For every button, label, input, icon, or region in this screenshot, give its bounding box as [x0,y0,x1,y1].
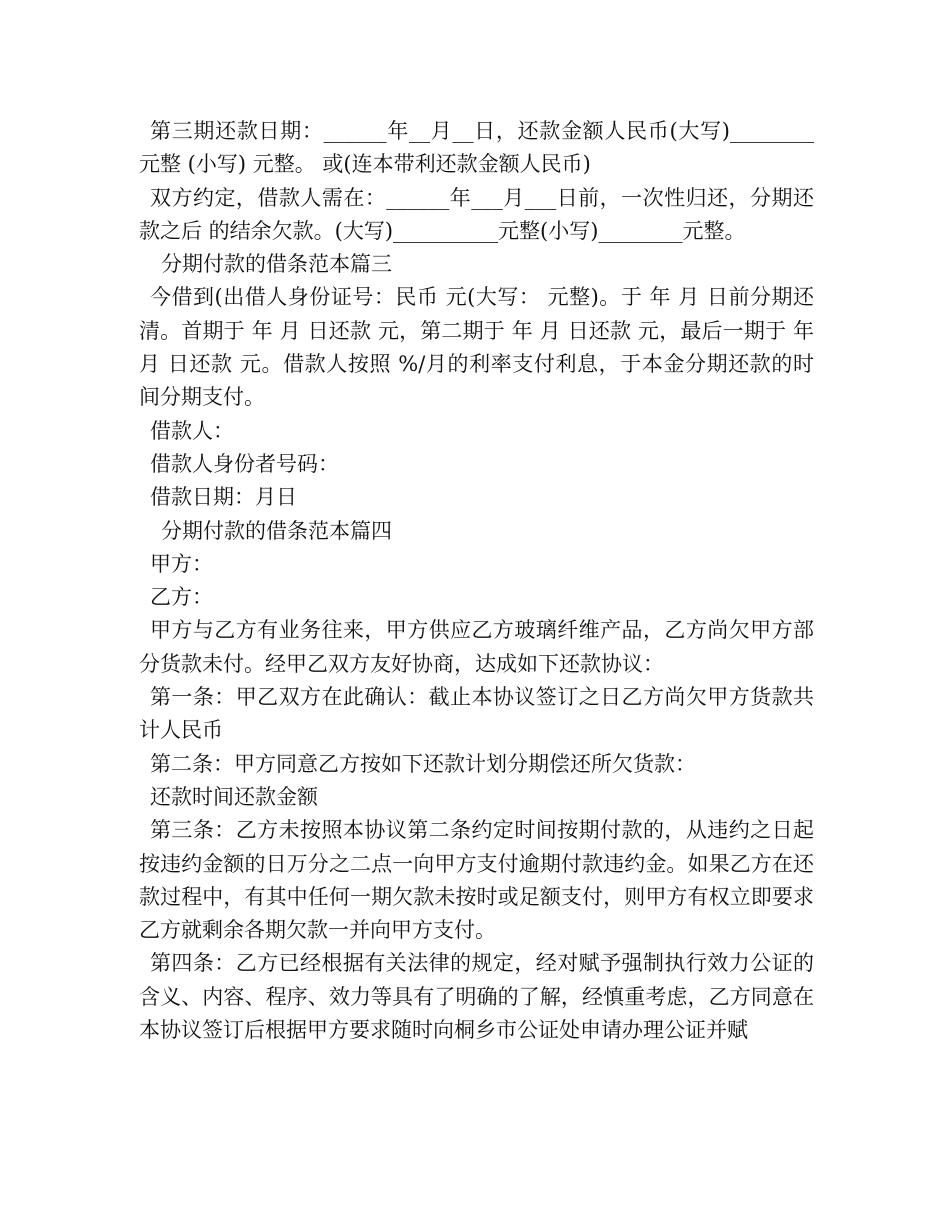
clause-three: 第三条：乙方未按照本协议第二条约定时间按期付款的，从违约之日起按违约金额的日万分之二点一向甲方支付逾期付款违约金。如果乙方在还款过程中，有其中任何一期欠款未按时或足额支付，则甲方有权立即要求乙方就剩余各期欠款一并向甲方支付。 [139,818,814,943]
field-party-b: 乙方： [150,585,213,610]
paragraph-lump-sum-agreement: 双方约定，借款人需在：______年___月___日前，一次性归还，分期还款之后 的结余欠款。(大写)__________元整(小写)________元整。 [139,185,814,243]
field-loan-date: 借款日期：月日 [150,485,297,510]
clause-four: 第四条：乙方已经根据有关法律的规定，经对赋予强制执行效力公证的含义、内容、程序、效力等具有了明确的了解，经慎重考虑，乙方同意在本协议签订后根据甲方要求随时向桐乡市公证处申请办理公证并赋 [139,951,814,1043]
document-body [139,115,814,1047]
repayment-table-header: 还款时间还款金额 [150,784,318,809]
section-heading-template-four: 分期付款的借条范本篇四 [161,518,392,543]
clause-two: 第二条：甲方同意乙方按如下还款计划分期偿还所欠货款： [150,751,696,776]
field-borrower: 借款人： [150,418,234,443]
field-party-a: 甲方： [150,551,213,576]
paragraph-business-background: 甲方与乙方有业务往来，甲方供应乙方玻璃纤维产品，乙方尚欠甲方部分货款未付。经甲乙双方友好协商，达成如下还款协议： [139,618,814,676]
field-borrower-id: 借款人身份者号码： [150,451,339,476]
paragraph-loan-statement: 今借到(出借人身份证号：民币 元(大写： 元整)。于 年 月 日前分期还清。首期于 年 月 日还款 元，第二期于 年 月 日还款 元，最后一期于 年 月 日还款 元。借款人按照 %/月的利率支付利息，于本金分期还款的时间分期支付。 [139,285,814,410]
paragraph-third-installment: 第三期还款日期：______年__月__日，还款金额人民币(大写)________元整 (小写) 元整。 或(连本带利还款金额人民币) [139,119,814,177]
section-heading-template-three: 分期付款的借条范本篇三 [161,252,392,277]
clause-one: 第一条：甲乙双方在此确认：截止本协议签订之日乙方尚欠甲方货款共计人民币 [139,685,814,743]
